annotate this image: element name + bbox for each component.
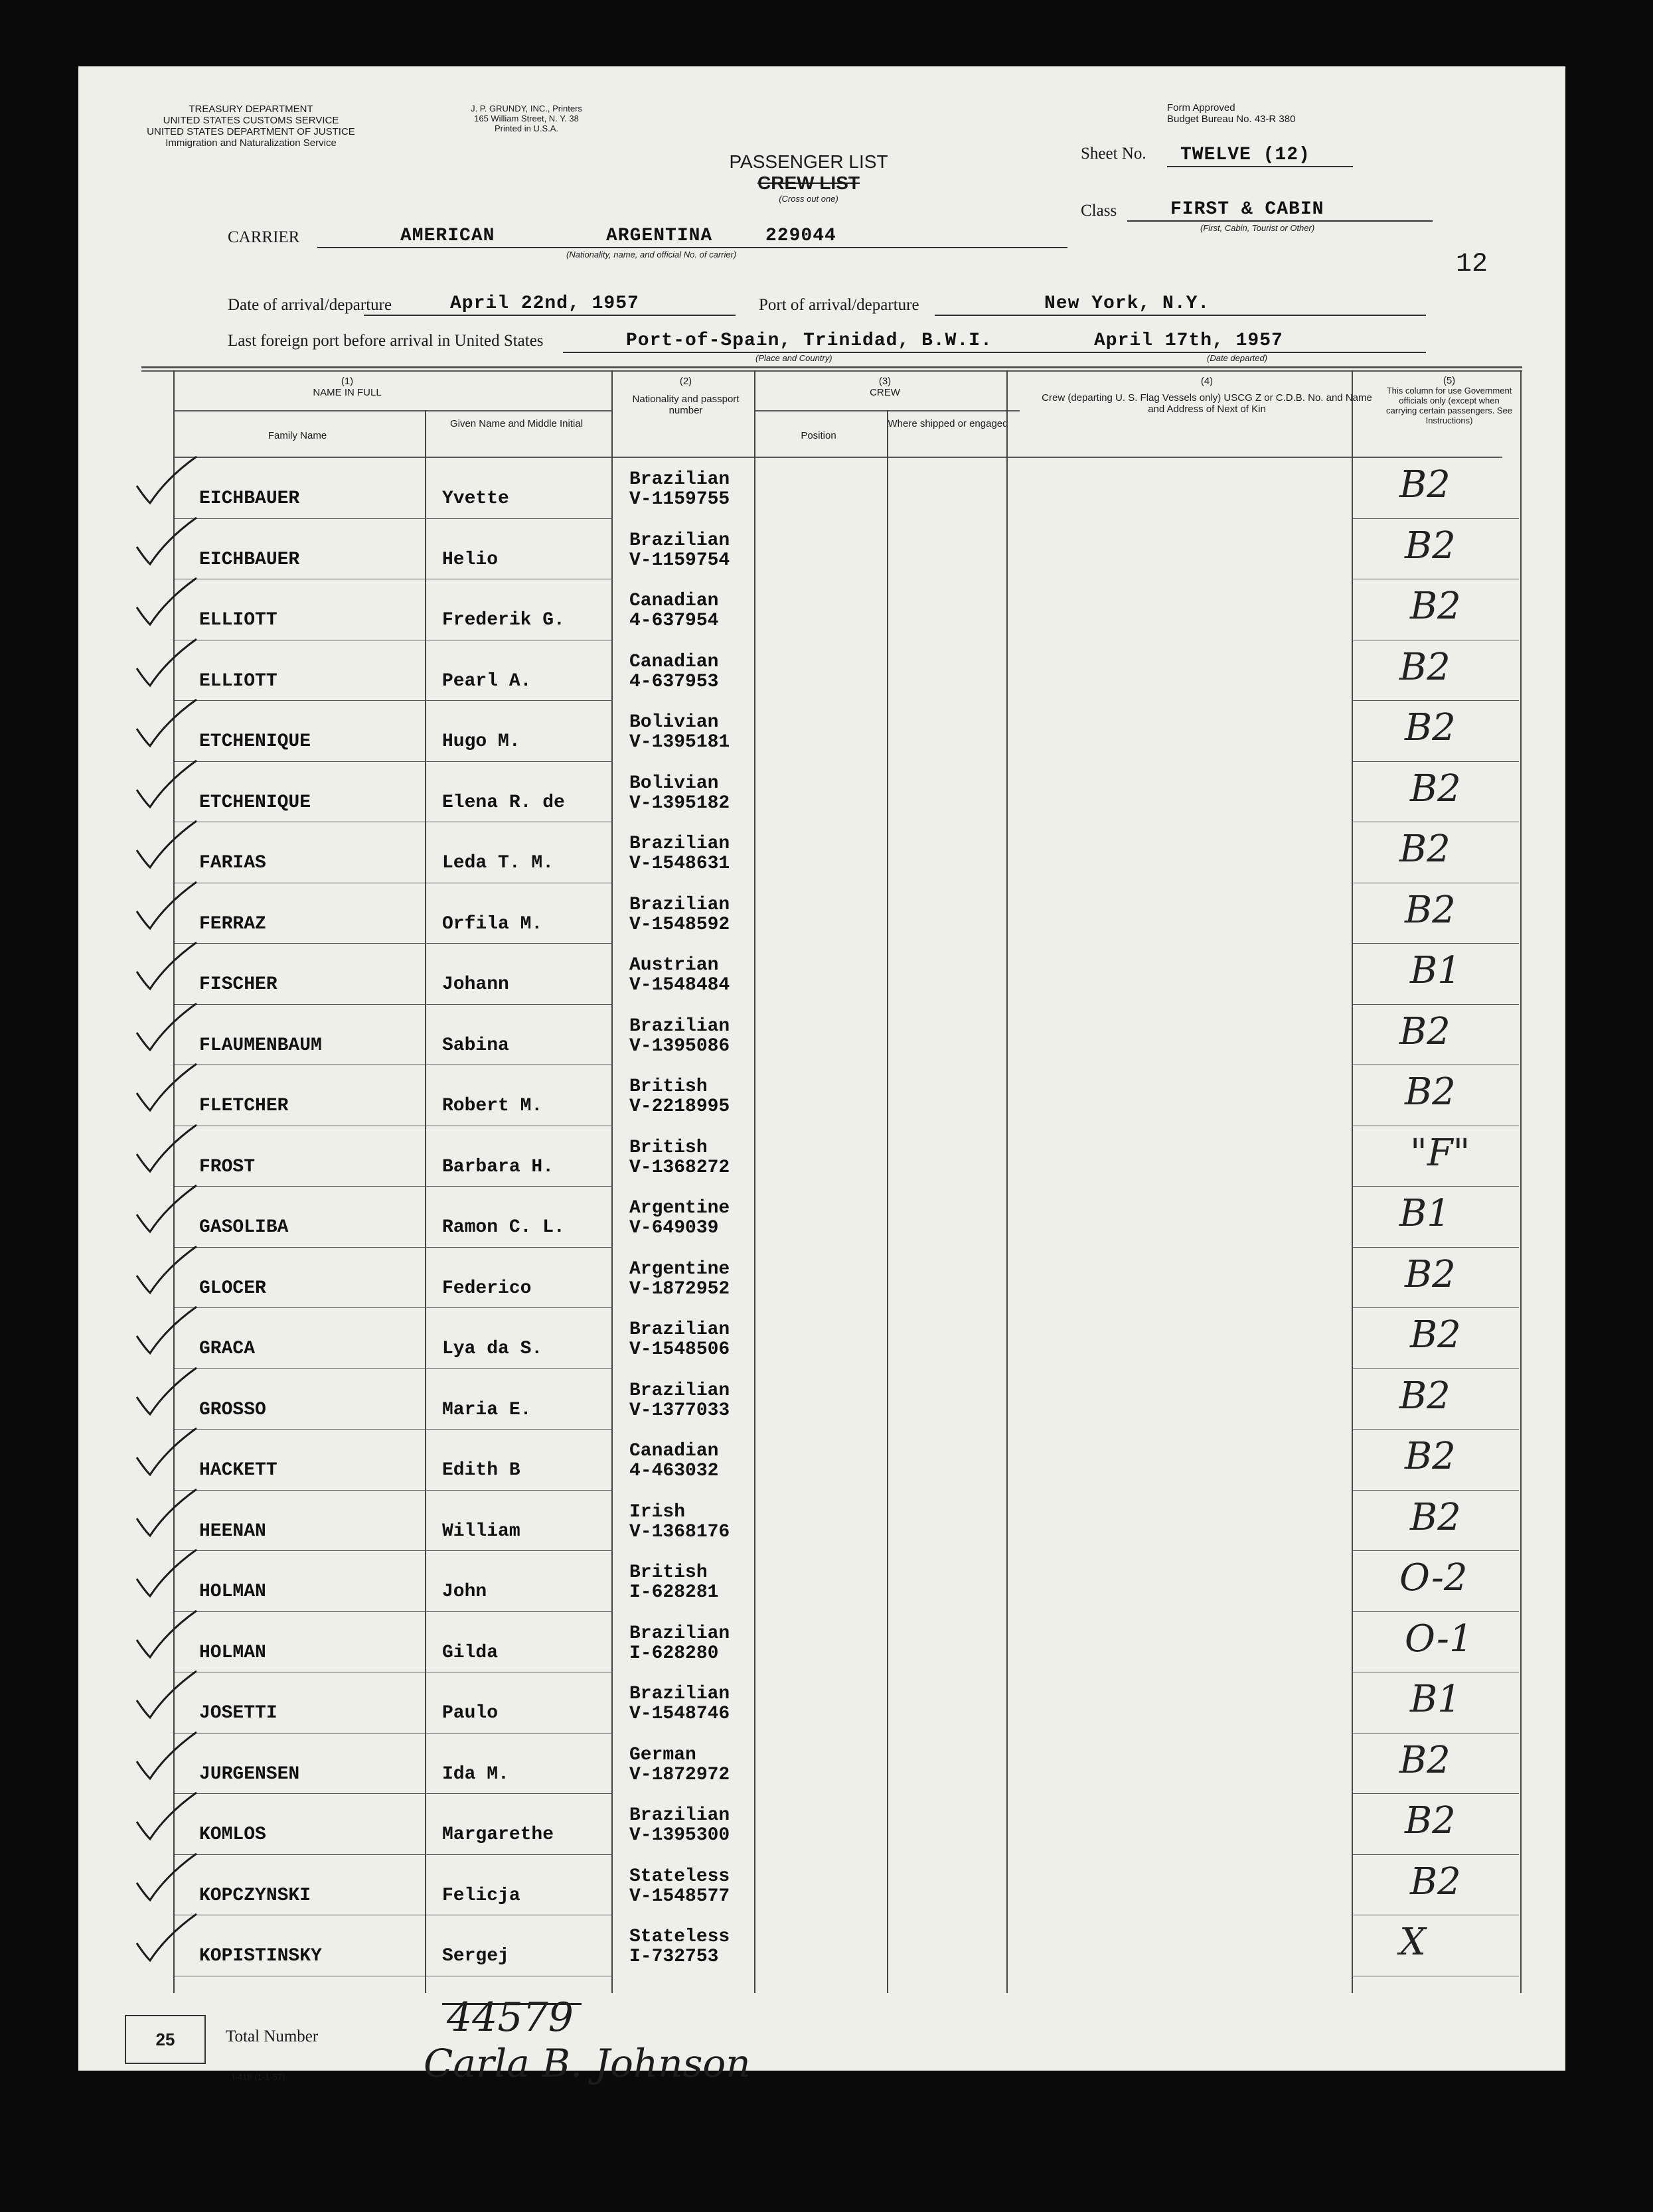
passport-number: I-732753 xyxy=(629,1947,719,1967)
nationality: Bolivian xyxy=(629,773,719,794)
given-name: Frederik G. xyxy=(442,610,565,630)
col1-header: (1) NAME IN FULL xyxy=(313,376,382,398)
passport-number: V-1548631 xyxy=(629,853,730,874)
passport-number: V-1395300 xyxy=(629,1825,730,1846)
checkmark-icon xyxy=(130,573,203,632)
checkmark-icon xyxy=(130,1605,203,1665)
nationality: Bolivian xyxy=(629,712,719,733)
col3b-header: Where shipped or engaged xyxy=(888,418,1008,429)
given-name: John xyxy=(442,1582,487,1602)
passport-number: V-2218995 xyxy=(629,1096,730,1117)
nationality: Canadian xyxy=(629,651,719,672)
nationality: German xyxy=(629,1744,696,1765)
given-name: Lya da S. xyxy=(442,1339,543,1359)
given-name: Paulo xyxy=(442,1703,499,1724)
struck-scribble xyxy=(442,2003,582,2005)
family-name: ETCHENIQUE xyxy=(199,792,311,813)
given-name: Pearl A. xyxy=(442,670,532,692)
passport-number: V-1548506 xyxy=(629,1339,730,1360)
class-value: FIRST & CABIN xyxy=(1170,199,1324,220)
visa-class-code: B1 xyxy=(1399,1192,1451,1235)
last-port-hint: (Place and Country) xyxy=(755,353,832,363)
carrier-hint: (Nationality, name, and official No. of carrier) xyxy=(566,250,737,259)
passport-number: V-1395086 xyxy=(629,1035,730,1057)
given-name: Helio xyxy=(442,549,499,570)
checkmark-icon xyxy=(130,1727,203,1787)
port-label: Port of arrival/departure xyxy=(759,296,919,314)
passport-number: V-1377033 xyxy=(629,1400,730,1421)
form-title: PASSENGER LIST CREW LIST (Cross out one) xyxy=(729,151,888,204)
family-name: HOLMAN xyxy=(199,1582,266,1602)
given-name: Barbara H. xyxy=(442,1156,554,1177)
passport-number: V-1548577 xyxy=(629,1885,730,1907)
family-name: KOMLOS xyxy=(199,1824,266,1845)
checkmark-icon xyxy=(130,998,203,1058)
checkmark-icon xyxy=(130,1180,203,1240)
col5-header: (5) This column for use Government officials only (except when carrying certain passengers. See Instructions) xyxy=(1385,375,1513,425)
family-name: JOSETTI xyxy=(199,1703,277,1724)
visa-class-code: B2 xyxy=(1399,828,1451,871)
passenger-table xyxy=(78,66,1565,2071)
sheet-label: Sheet No. xyxy=(1081,145,1146,163)
visa-class-code: O-2 xyxy=(1399,1556,1468,1599)
family-name: FISCHER xyxy=(199,974,277,995)
passport-number: 4-637953 xyxy=(629,671,719,692)
given-name: Hugo M. xyxy=(442,731,520,752)
given-name: Margarethe xyxy=(442,1824,554,1845)
col1b-header: Given Name and Middle Initial xyxy=(449,418,584,429)
passport-number: V-1872972 xyxy=(629,1764,730,1785)
checkmark-icon xyxy=(130,1666,203,1726)
carrier-label: CARRIER xyxy=(228,228,300,246)
nationality: Brazilian xyxy=(629,530,730,551)
checkmark-icon xyxy=(130,877,203,936)
family-name: ELLIOTT xyxy=(199,670,277,692)
agency-block: TREASURY DEPARTMENT UNITED STATES CUSTOMS SERVICE UNITED STATES DEPARTMENT OF JUSTICE Immigration and Naturalization Service xyxy=(147,104,355,149)
col2-header: (2) Nationality and passport number xyxy=(632,376,740,416)
given-name: Yvette xyxy=(442,488,509,509)
family-name: FERRAZ xyxy=(199,913,266,934)
family-name: ETCHENIQUE xyxy=(199,731,311,752)
signature: Carla B. Johnson xyxy=(424,2041,751,2086)
nationality: British xyxy=(629,1076,708,1097)
class-hint: (First, Cabin, Tourist or Other) xyxy=(1200,223,1315,233)
checkmark-icon xyxy=(130,1301,203,1361)
passport-number: V-1395182 xyxy=(629,792,730,814)
port-value: New York, N.Y. xyxy=(1044,293,1210,314)
nationality: Canadian xyxy=(629,1441,719,1461)
date-label: Date of arrival/departure xyxy=(228,296,392,314)
checkmark-icon xyxy=(130,1423,203,1483)
family-name: ELLIOTT xyxy=(199,610,277,630)
col3-header: (3) CREW xyxy=(870,376,900,398)
last-port-value: Port-of-Spain, Trinidad, B.W.I. xyxy=(626,331,992,351)
nationality: Brazilian xyxy=(629,469,730,490)
passport-number: 4-463032 xyxy=(629,1461,719,1481)
checkmark-icon xyxy=(130,1909,203,1968)
total-label: Total Number xyxy=(226,2028,319,2045)
checkmark-icon xyxy=(130,1363,203,1422)
page-number: 12 xyxy=(1456,250,1488,279)
passport-number: V-649039 xyxy=(629,1218,719,1238)
nationality: Brazilian xyxy=(629,1015,730,1037)
visa-class-code: B2 xyxy=(1399,1738,1451,1782)
last-port-label: Last foreign port before arrival in United States xyxy=(228,332,544,350)
col3a-header: Position xyxy=(801,430,836,441)
passport-number: V-1548746 xyxy=(629,1704,730,1724)
visa-class-code: X xyxy=(1399,1921,1426,1964)
family-name: HEENAN xyxy=(199,1520,266,1542)
checkmark-icon xyxy=(130,1059,203,1118)
nationality: Argentine xyxy=(629,1198,730,1218)
given-name: Elena R. de xyxy=(442,792,565,813)
checkmark-icon xyxy=(130,1848,203,1908)
nationality: Brazilian xyxy=(629,834,730,854)
family-name: GRACA xyxy=(199,1339,256,1359)
family-name: FLAUMENBAUM xyxy=(199,1035,322,1056)
passport-number: V-1548592 xyxy=(629,914,730,935)
checkmark-icon xyxy=(130,634,203,694)
printer-block: J. P. GRUNDY, INC., Printers 165 William Street, N. Y. 38 Printed in U.S.A. xyxy=(471,104,582,133)
family-name: FARIAS xyxy=(199,853,266,873)
handwritten-count: 44579 xyxy=(447,1994,574,2041)
family-name: KOPISTINSKY xyxy=(199,1946,322,1966)
family-name: HOLMAN xyxy=(199,1642,266,1663)
visa-class-code: B2 xyxy=(1410,585,1461,628)
checkmark-icon xyxy=(130,512,203,572)
passport-number: I-628281 xyxy=(629,1582,719,1603)
visa-class-code: B2 xyxy=(1405,524,1456,567)
passport-number: V-1395181 xyxy=(629,732,730,753)
visa-class-code: "F" xyxy=(1410,1131,1470,1175)
carrier-name: ARGENTINA xyxy=(606,226,713,246)
family-name: GLOCER xyxy=(199,1278,266,1299)
given-name: Robert M. xyxy=(442,1096,543,1116)
nationality: British xyxy=(629,1137,708,1158)
family-name: HACKETT xyxy=(199,1460,277,1481)
form-approved: Form Approved Budget Bureau No. 43-R 380 xyxy=(1167,102,1296,125)
visa-class-code: B2 xyxy=(1405,1799,1456,1842)
visa-class-code: B2 xyxy=(1410,1495,1461,1539)
passport-number: V-1368272 xyxy=(629,1157,730,1178)
visa-class-code: B2 xyxy=(1410,767,1461,810)
total-box: 25 xyxy=(125,2015,206,2064)
nationality: Stateless xyxy=(629,1866,730,1887)
date-departed-value: April 17th, 1957 xyxy=(1094,331,1283,351)
visa-class-code: B2 xyxy=(1399,463,1451,506)
given-name: Sabina xyxy=(442,1035,509,1056)
carrier-nationality: AMERICAN xyxy=(400,226,495,246)
passport-number: I-628280 xyxy=(629,1643,719,1664)
nationality: Canadian xyxy=(629,591,719,611)
visa-class-code: B2 xyxy=(1399,1009,1451,1053)
family-name: EICHBAUER xyxy=(199,549,300,570)
checkmark-icon xyxy=(130,1787,203,1847)
visa-class-code: B2 xyxy=(1410,1860,1461,1903)
checkmark-icon xyxy=(130,1120,203,1179)
class-label: Class xyxy=(1081,202,1117,220)
passport-number: 4-637954 xyxy=(629,611,719,631)
visa-class-code: B2 xyxy=(1405,1252,1456,1296)
checkmark-icon xyxy=(130,1241,203,1301)
given-name: Gilda xyxy=(442,1642,499,1663)
visa-class-code: B2 xyxy=(1399,1374,1451,1418)
nationality: British xyxy=(629,1562,708,1583)
checkmark-icon xyxy=(130,451,203,511)
nationality: Stateless xyxy=(629,1927,730,1947)
nationality: Brazilian xyxy=(629,1623,730,1644)
checkmark-icon xyxy=(130,694,203,754)
visa-class-code: B2 xyxy=(1405,1435,1456,1478)
given-name: Orfila M. xyxy=(442,913,543,934)
given-name: Sergej xyxy=(442,1946,509,1966)
given-name: Maria E. xyxy=(442,1399,532,1420)
family-name: FLETCHER xyxy=(199,1096,289,1116)
given-name: Felicja xyxy=(442,1885,520,1906)
family-name: GASOLIBA xyxy=(199,1217,289,1238)
nationality: Brazilian xyxy=(629,1805,730,1826)
nationality: Brazilian xyxy=(629,1684,730,1704)
passport-number: V-1368176 xyxy=(629,1521,730,1542)
passport-number: V-1872952 xyxy=(629,1278,730,1299)
nationality: Brazilian xyxy=(629,1380,730,1401)
checkmark-icon xyxy=(130,1484,203,1544)
checkmark-icon xyxy=(130,816,203,875)
checkmark-icon xyxy=(130,755,203,815)
family-name: KOPCZYNSKI xyxy=(199,1885,311,1906)
nationality: Austrian xyxy=(629,955,719,976)
given-name: Ramon C. L. xyxy=(442,1217,565,1238)
given-name: Ida M. xyxy=(442,1763,509,1785)
nationality: Irish xyxy=(629,1501,686,1522)
col1a-header: Family Name xyxy=(268,430,327,441)
visa-class-code: B1 xyxy=(1410,949,1461,992)
visa-class-code: O-1 xyxy=(1405,1617,1473,1660)
visa-class-code: B2 xyxy=(1405,888,1456,932)
passport-number: V-1159755 xyxy=(629,489,730,510)
nationality: Brazilian xyxy=(629,1319,730,1340)
family-name: JURGENSEN xyxy=(199,1763,300,1785)
given-name: Leda T. M. xyxy=(442,853,554,873)
family-name: FROST xyxy=(199,1156,256,1177)
visa-class-code: B1 xyxy=(1410,1678,1461,1721)
visa-class-code: B2 xyxy=(1399,645,1451,689)
sheet-value: TWELVE (12) xyxy=(1180,145,1310,165)
passport-number: V-1159754 xyxy=(629,550,730,571)
given-name: Edith B xyxy=(442,1460,520,1481)
nationality: Argentine xyxy=(629,1258,730,1280)
family-name: GROSSO xyxy=(199,1399,266,1420)
date-departed-hint: (Date departed) xyxy=(1207,353,1268,363)
visa-class-code: B2 xyxy=(1410,1313,1461,1357)
col4-header: (4) Crew (departing U. S. Flag Vessels only) USCG Z or C.D.B. No. and Name and Address of Next of Kin xyxy=(1042,376,1372,415)
visa-class-code: B2 xyxy=(1405,1070,1456,1114)
given-name: William xyxy=(442,1520,520,1542)
form-code: I-418 (1-1-57) xyxy=(232,2072,285,2082)
passport-number: V-1548484 xyxy=(629,975,730,995)
given-name: Federico xyxy=(442,1278,532,1299)
passenger-list-sheet xyxy=(78,66,1565,2086)
nationality: Brazilian xyxy=(629,894,730,915)
date-value: April 22nd, 1957 xyxy=(450,293,639,314)
given-name: Johann xyxy=(442,974,509,995)
checkmark-icon xyxy=(130,1544,203,1604)
visa-class-code: B2 xyxy=(1405,706,1456,749)
checkmark-icon xyxy=(130,937,203,997)
carrier-number: 229044 xyxy=(765,226,836,246)
family-name: EICHBAUER xyxy=(199,488,300,509)
